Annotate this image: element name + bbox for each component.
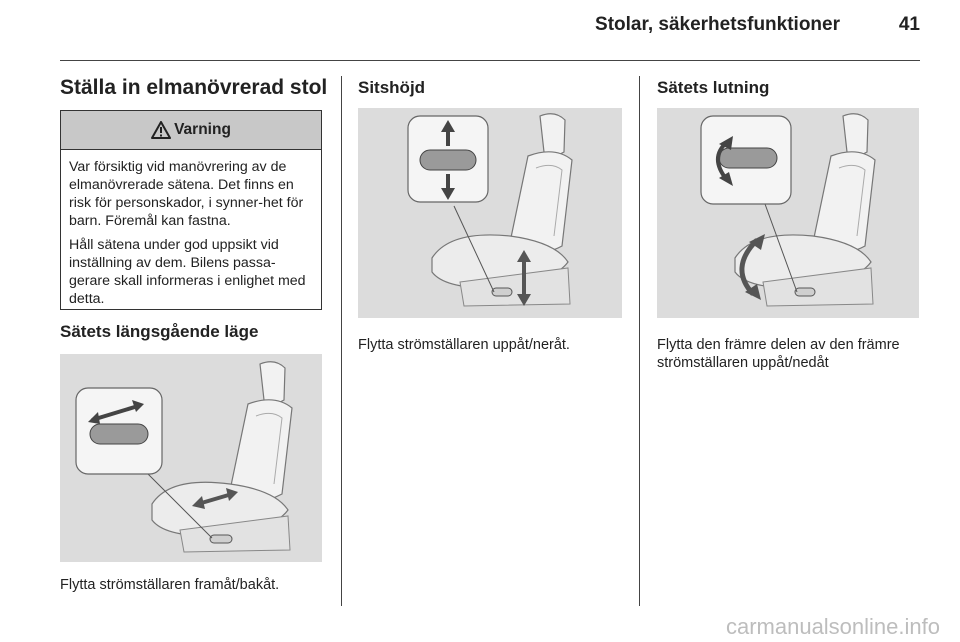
running-title: Stolar, säkerhetsfunktioner bbox=[595, 14, 840, 35]
warning-paragraph: Var försiktig vid manövrering av de elmanövrerade sätena. Det finns en risk för personskador, i synner-het för barn. Föremål kan fastna. bbox=[69, 159, 304, 229]
section-title: Ställa in elmanövrerad stol bbox=[60, 76, 328, 99]
warning-box bbox=[60, 110, 322, 310]
warning-body bbox=[61, 150, 321, 308]
caption-longitudinal: Flytta strömställaren framåt/bakåt. bbox=[60, 577, 280, 593]
seat-height-figure bbox=[358, 108, 622, 318]
column-divider bbox=[639, 76, 640, 606]
warning-paragraph: Håll sätena under god uppsikt vid inställning av dem. Bilens passa-gerare skall informeras i enlighet med detta. bbox=[69, 237, 306, 307]
subsection-title-tilt: Sätets lutning bbox=[657, 78, 770, 97]
subsection-title-longitudinal: Sätets längsgående läge bbox=[60, 322, 259, 341]
subsection-title-height: Sitshöjd bbox=[358, 78, 426, 97]
warning-title: Varning bbox=[174, 121, 231, 138]
page-number: 41 bbox=[898, 14, 920, 35]
warning-header bbox=[61, 111, 321, 150]
column-divider bbox=[341, 76, 342, 606]
watermark: carmanualsonline.info bbox=[725, 614, 940, 639]
caption-tilt: Flytta den främre delen av den främre strömställaren uppåt/nedåt bbox=[657, 337, 900, 371]
caption-height: Flytta strömställaren uppåt/neråt. bbox=[358, 337, 570, 353]
header-rule bbox=[60, 60, 920, 61]
seat-tilt-figure bbox=[657, 108, 919, 318]
warning-triangle-icon bbox=[151, 121, 171, 139]
seat-longitudinal-figure bbox=[60, 354, 322, 562]
